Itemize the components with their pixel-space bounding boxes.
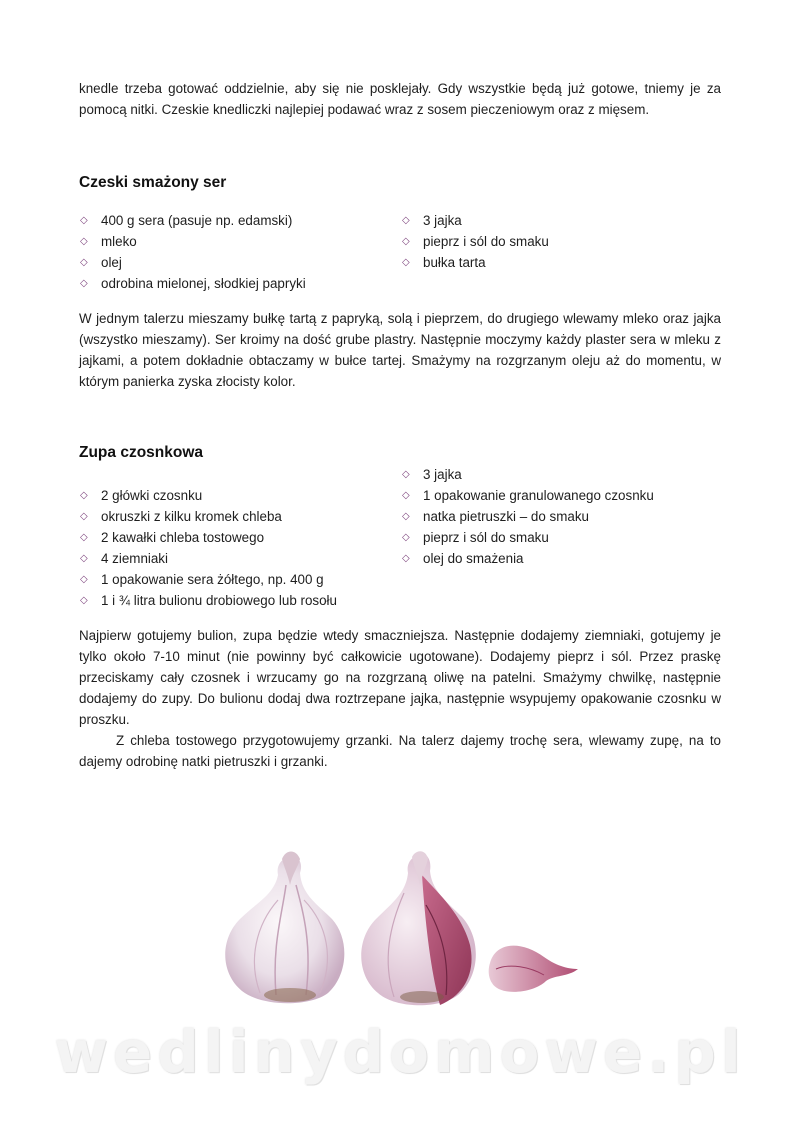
diamond-bullet-icon: ◇ [80, 490, 88, 501]
ingredient-text: pieprz i sól do smaku [423, 530, 549, 545]
diamond-bullet-icon: ◇ [80, 532, 88, 543]
ingredient-text: 3 jajka [423, 467, 462, 482]
diamond-bullet-icon: ◇ [80, 574, 88, 585]
ingredient-item [79, 569, 401, 590]
ingredient-item [401, 485, 721, 506]
method-garlic-soup-2: Z chleba tostowego przygotowujemy grzanki. Na talerz dajemy trochę sera, wlewamy zupę, na to dajemy odrobinę natki pietruszki i grzanki. [79, 733, 721, 769]
ingredient-text: pieprz i sól do smaku [423, 234, 549, 249]
diamond-bullet-icon: ◇ [402, 469, 410, 480]
diamond-bullet-icon: ◇ [402, 257, 410, 268]
ingredient-item [79, 527, 401, 548]
diamond-bullet-icon: ◇ [80, 215, 88, 226]
diamond-bullet-icon: ◇ [80, 511, 88, 522]
garlic-bulb-icon [225, 852, 344, 1004]
ingredient-text: 2 kawałki chleba tostowego [101, 530, 265, 545]
ingredient-text: 1 opakowanie sera żółtego, np. 400 g [101, 572, 324, 587]
diamond-bullet-icon: ◇ [402, 490, 410, 501]
ingredient-item [79, 231, 401, 252]
diamond-bullet-icon: ◇ [402, 532, 410, 543]
recipe-title-garlic-soup: Zupa czosnkowa [79, 444, 204, 461]
ingredient-item [79, 210, 401, 231]
diamond-bullet-icon: ◇ [402, 553, 410, 564]
ingredient-item [79, 548, 401, 569]
ingredient-text: 1 opakowanie granulowanego czosnku [423, 488, 654, 503]
ingredient-item [401, 548, 721, 569]
ingredient-item [401, 464, 721, 485]
ingredient-item [79, 252, 401, 273]
ingredient-text: olej [101, 255, 122, 270]
garlic-bulb-cut-icon [361, 851, 476, 1005]
method-garlic-soup: Najpierw gotujemy bulion, zupa będzie wtedy smaczniejsza. Następnie dodajemy ziemniaki, gotujemy je tylko około 7-10 minut (nie powinny być całkowicie ugotowane). Dodajemy pieprz i sól. Przez praskę przeciskamy cały czosnek i wrzucamy go na rozgrzaną oliwę na patelni. Smażymy chwilkę, następnie dodajemy do zupy. Do bulionu dodaj dwa roztrzepane jajka, następnie wsypujemy opakowanie czosnku w proszku. [79, 628, 721, 727]
method-fried-cheese: W jednym talerzu mieszamy bułkę tartą z papryką, solą i pieprzem, do drugiego wlewamy mleko oraz jajka (wszystko mieszamy). Ser kroimy na dość grube plastry. Następnie moczymy każdy plaster sera w mleku z jajkami, a potem dokładnie obtaczamy w bułce tartej. Smażymy na rozgrzanym oleju aż do momentu, w którym panierka zyska złocisty kolor. [79, 311, 721, 389]
ingredient-text: 1 i ¾ litra bulionu drobiowego lub rosołu [101, 593, 337, 608]
ingredient-item [79, 506, 401, 527]
ingredient-item [401, 506, 721, 527]
ingredient-text: bułka tarta [423, 255, 486, 270]
ingredient-item [79, 485, 401, 506]
diamond-bullet-icon: ◇ [80, 236, 88, 247]
ingredient-item [401, 252, 721, 273]
ingredient-text: 2 główki czosnku [101, 488, 203, 503]
ingredient-item [401, 210, 721, 231]
ingredient-item [79, 590, 401, 611]
ingredient-text: 400 g sera (pasuje np. edamski) [101, 213, 293, 228]
diamond-bullet-icon: ◇ [80, 278, 88, 289]
intro-paragraph: knedle trzeba gotować oddzielnie, aby się nie posklejały. Gdy wszystkie będą już gotowe, tniemy je za pomocą nitki. Czeskie knedliczki najlepiej podawać wraz z sosem pieczeniowym oraz z mięsem. [79, 81, 721, 117]
ingredient-list-left [79, 210, 401, 294]
ingredient-text: 3 jajka [423, 213, 462, 228]
ingredients-fried-cheese [79, 210, 721, 294]
ingredient-text: olej do smażenia [423, 551, 524, 566]
recipe-title-fried-cheese: Czeski smażony ser [79, 174, 227, 191]
diamond-bullet-icon: ◇ [402, 215, 410, 226]
ingredient-list-right [401, 210, 721, 294]
ingredient-text: natka pietruszki – do smaku [423, 509, 589, 524]
diamond-bullet-icon: ◇ [80, 553, 88, 564]
garlic-illustration [200, 845, 600, 1020]
ingredient-item [79, 273, 401, 294]
diamond-bullet-icon: ◇ [402, 236, 410, 247]
ingredient-text: 4 ziemniaki [101, 551, 168, 566]
ingredient-item [401, 231, 721, 252]
ingredient-text: okruszki z kilku kromek chleba [101, 509, 282, 524]
ingredient-item [401, 527, 721, 548]
watermark: wedlinydomowe.pl [54, 1018, 746, 1086]
diamond-bullet-icon: ◇ [80, 257, 88, 268]
garlic-clove-icon [489, 946, 578, 992]
ingredients-garlic-soup [79, 464, 721, 611]
page-content [79, 78, 721, 772]
diamond-bullet-icon: ◇ [402, 511, 410, 522]
ingredient-text: odrobina mielonej, słodkiej papryki [101, 276, 306, 291]
ingredient-text: mleko [101, 234, 137, 249]
ingredient-list-left [79, 485, 401, 611]
diamond-bullet-icon: ◇ [80, 595, 88, 606]
ingredient-list-right [401, 464, 721, 611]
